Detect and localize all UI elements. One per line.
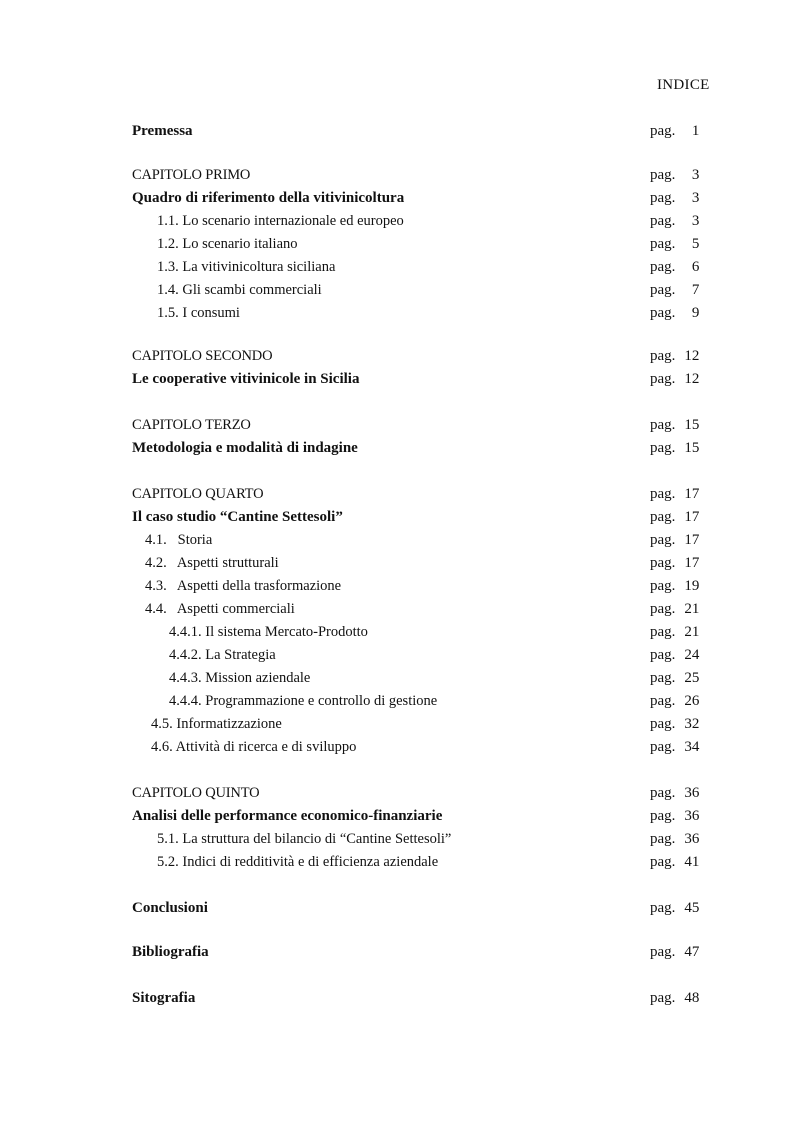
toc-entry-page: pag. 34 [650, 739, 700, 755]
toc-subsection[interactable] [0, 624, 794, 644]
toc-entry-title: 1.5. I consumi [157, 305, 240, 321]
toc-entry-page: pag. 19 [650, 578, 700, 594]
toc-entry-title: Il caso studio “Cantine Settesoli” [132, 509, 343, 525]
toc-entry-title: Quadro di riferimento della vitivinicoltura [132, 190, 405, 206]
toc-entry-title: 4.1. Storia [145, 532, 213, 548]
index-heading: INDICE [657, 77, 710, 93]
toc-entry-page: pag. 3 [650, 167, 700, 183]
toc-entry-title: 4.3. Aspetti della trasformazione [145, 578, 342, 594]
toc-entry-sitografia[interactable] [0, 990, 794, 1010]
toc-entry-page: pag. 36 [650, 785, 700, 801]
toc-entry-title: CAPITOLO QUINTO [132, 785, 260, 801]
toc-chapter-title[interactable] [0, 371, 794, 391]
toc-section[interactable] [0, 236, 794, 256]
toc-entry-page: pag. 17 [650, 555, 700, 571]
toc-entry-page: pag. 9 [650, 305, 700, 321]
toc-entry-title: Premessa [132, 123, 193, 139]
toc-chapter-title[interactable] [0, 808, 794, 828]
toc-entry-page: pag. 47 [650, 944, 700, 960]
toc-section[interactable] [0, 282, 794, 302]
toc-entry-page: pag. 12 [650, 371, 700, 387]
toc-chapter-label[interactable] [0, 486, 794, 506]
toc-entry-page: pag. 5 [650, 236, 700, 252]
toc-entry-title: 1.1. Lo scenario internazionale ed europeo [157, 213, 404, 229]
toc-entry-page: pag. 1 [650, 123, 700, 139]
toc-entry-title: 4.4.2. La Strategia [169, 647, 276, 663]
toc-section[interactable] [0, 213, 794, 233]
toc-entry-page: pag. 15 [650, 417, 700, 433]
toc-entry-page: pag. 25 [650, 670, 700, 686]
toc-section[interactable] [0, 259, 794, 279]
toc-entry-title: 4.4.4. Programmazione e controllo di gestione [169, 693, 438, 709]
toc-entry-title: Conclusioni [132, 900, 208, 916]
toc-entry-title: 4.4.3. Mission aziendale [169, 670, 311, 686]
toc-entry-page: pag. 24 [650, 647, 700, 663]
toc-section[interactable] [0, 739, 794, 759]
toc-entry-title: 4.2. Aspetti strutturali [145, 555, 279, 571]
toc-entry-page: pag. 15 [650, 440, 700, 456]
toc-chapter-label[interactable] [0, 785, 794, 805]
toc-entry-page: pag. 41 [650, 854, 700, 870]
toc-section[interactable] [0, 854, 794, 874]
toc-entry-bibliografia[interactable] [0, 944, 794, 964]
toc-entry-page: pag. 21 [650, 601, 700, 617]
toc-entry-page: pag. 7 [650, 282, 700, 298]
toc-entry-page: pag. 17 [650, 532, 700, 548]
toc-subsection[interactable] [0, 670, 794, 690]
toc-subsection[interactable] [0, 647, 794, 667]
toc-section[interactable] [0, 305, 794, 325]
toc-chapter-label[interactable] [0, 167, 794, 187]
toc-entry-title: 5.1. La struttura del bilancio di “Cantine Settesoli” [157, 831, 452, 847]
toc-entry-title: 1.4. Gli scambi commerciali [157, 282, 322, 298]
toc-entry-page: pag. 17 [650, 509, 700, 525]
toc-entry-page: pag. 45 [650, 900, 700, 916]
toc-chapter-title[interactable] [0, 440, 794, 460]
toc-entry-title: Analisi delle performance economico-finanziarie [132, 808, 443, 824]
toc-entry-page: pag. 3 [650, 190, 700, 206]
toc-entry-title: Bibliografia [132, 944, 209, 960]
toc-subsection[interactable] [0, 693, 794, 713]
toc-chapter-title[interactable] [0, 190, 794, 210]
toc-entry-conclusioni[interactable] [0, 900, 794, 920]
toc-entry-title: 1.3. La vitivinicoltura siciliana [157, 259, 336, 275]
toc-entry-page: pag. 36 [650, 808, 700, 824]
toc-section[interactable] [0, 578, 794, 598]
toc-entry-page: pag. 32 [650, 716, 700, 732]
toc-entry-page: pag. 3 [650, 213, 700, 229]
toc-entry-title: 4.5. Informatizzazione [151, 716, 282, 732]
toc-entry-page: pag. 21 [650, 624, 700, 640]
toc-entry-page: pag. 26 [650, 693, 700, 709]
toc-entry-title: CAPITOLO TERZO [132, 417, 251, 433]
toc-chapter-label[interactable] [0, 417, 794, 437]
toc-entry-page: pag. 6 [650, 259, 700, 275]
toc-entry-title: CAPITOLO PRIMO [132, 167, 251, 183]
toc-chapter-title[interactable] [0, 509, 794, 529]
toc-entry-title: Sitografia [132, 990, 196, 1006]
toc-entry-page: pag. 36 [650, 831, 700, 847]
toc-entry-title: CAPITOLO SECONDO [132, 348, 273, 364]
toc-entry-title: Metodologia e modalità di indagine [132, 440, 358, 456]
toc-entry-title: 4.4.1. Il sistema Mercato-Prodotto [169, 624, 368, 640]
toc-entry-title: Le cooperative vitivinicole in Sicilia [132, 371, 360, 387]
toc-section[interactable] [0, 532, 794, 552]
toc-entry-title: 4.6. Attività di ricerca e di sviluppo [151, 739, 357, 755]
toc-section[interactable] [0, 716, 794, 736]
toc-entry-premessa[interactable] [0, 123, 794, 143]
toc-entry-title: 1.2. Lo scenario italiano [157, 236, 298, 252]
toc-chapter-label[interactable] [0, 348, 794, 368]
toc-entry-title: 5.2. Indici di redditività e di efficienza aziendale [157, 854, 439, 870]
toc-entry-title: CAPITOLO QUARTO [132, 486, 264, 502]
toc-section[interactable] [0, 601, 794, 621]
toc-entry-page: pag. 17 [650, 486, 700, 502]
toc-entry-page: pag. 48 [650, 990, 700, 1006]
toc-section[interactable] [0, 555, 794, 575]
toc-entry-page: pag. 12 [650, 348, 700, 364]
toc-entry-title: 4.4. Aspetti commerciali [145, 601, 295, 617]
toc-section[interactable] [0, 831, 794, 851]
